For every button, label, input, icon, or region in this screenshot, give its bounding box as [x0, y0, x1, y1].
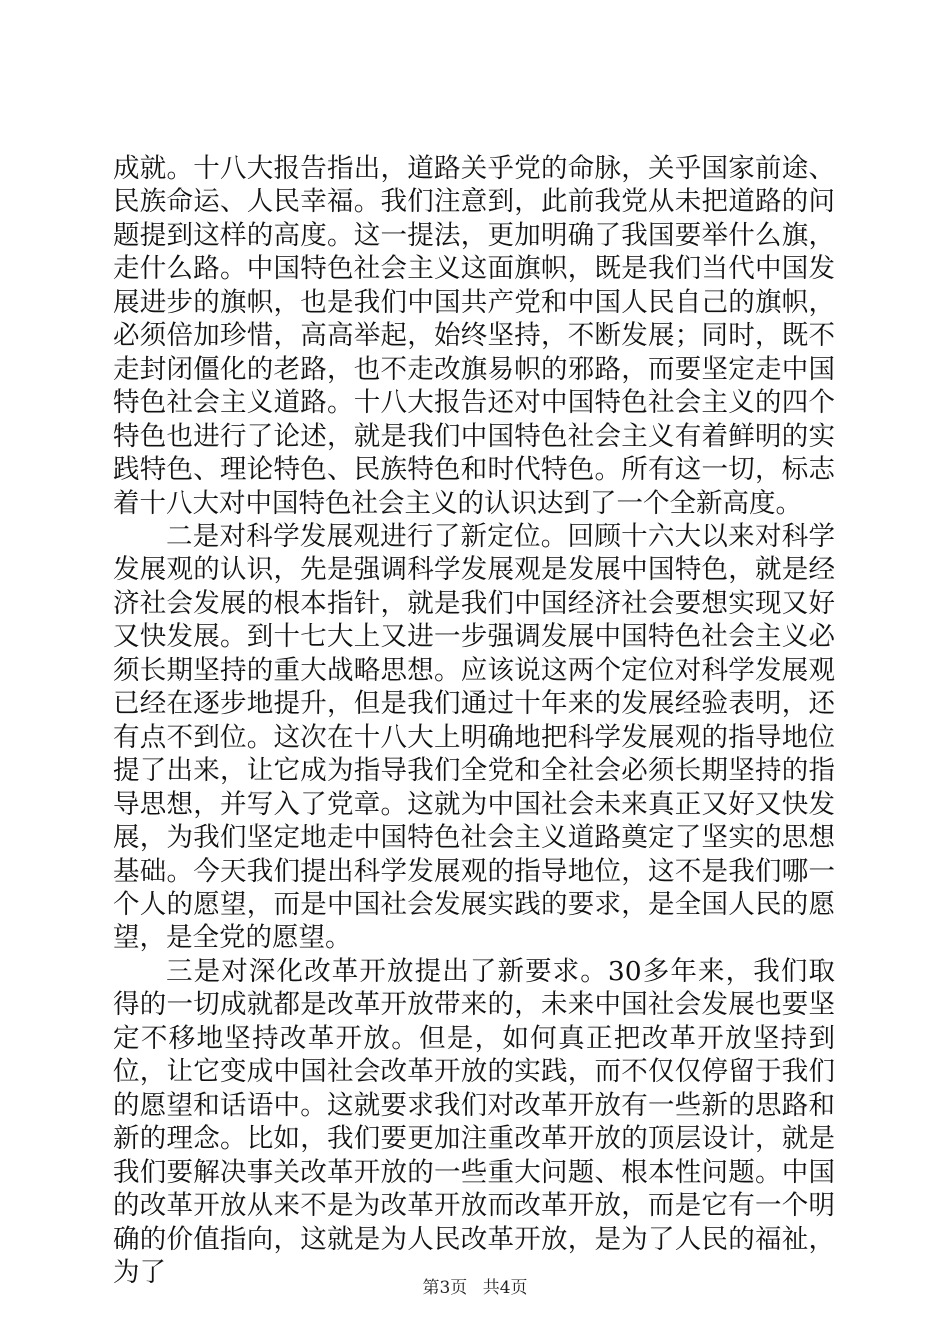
paragraph-3: 三是对深化改革开放提出了新要求。30多年来，我们取得的一切成就都是改革开放带来的，未来中国社会发展也要坚定不移地坚持改革开放。但是，如何真正把改革开放坚持到位，让它变成中国社会改革开放的实践，而不仅仅停留于我们的愿望和话语中。这就要求我们对改革开放有一些新的思路和新的理念。比如，我们要更加注重改革开放的顶层设计，就是我们要解决事关改革开放的一些重大问题、根本性问题。中国的改革开放从来不是为改革开放而改革开放，而是它有一个明确的价值指向，这就是为人民改革开放，是为了人民的福祉，为了	[113, 955, 835, 1288]
page-total: 共4页	[482, 1278, 528, 1298]
document-body	[113, 152, 835, 1289]
paragraph-1: 成就。十八大报告指出，道路关乎党的命脉，关乎国家前途、民族命运、人民幸福。我们注意到，此前我党从未把道路的问题提到这样的高度。这一提法，更加明确了我国要举什么旗，走什么路。中国特色社会主义这面旗帜，既是我们当代中国发展进步的旗帜，也是我们中国共产党和中国人民自己的旗帜，必须倍加珍惜，高高举起，始终坚持，不断发展；同时，既不走封闭僵化的老路，也不走改旗易帜的邪路，而要坚定走中国特色社会主义道路。十八大报告还对中国特色社会主义的四个特色也进行了论述，就是我们中国特色社会主义有着鲜明的实践特色、理论特色、民族特色和时代特色。所有这一切，标志着十八大对中国特色社会主义的认识达到了一个全新高度。	[113, 153, 835, 519]
page-footer	[0, 1273, 950, 1298]
page-number: 第3页	[422, 1278, 468, 1298]
paragraph-2: 二是对科学发展观进行了新定位。回顾十六大以来对科学发展观的认识，先是强调科学发展观是发展中国特色，就是经济社会发展的根本指针，就是我们中国经济社会要想实现又好又快发展。到十七大上又进一步强调发展中国特色社会主义必须长期坚持的重大战略思想。应该说这两个定位对科学发展观已经在逐步地提升，但是我们通过十年来的发展经验表明，还有点不到位。这次在十八大上明确地把科学发展观的指导地位提了出来，让它成为指导我们全党和全社会必须长期坚持的指导思想，并写入了党章。这就为中国社会未来真正又好又快发展，为我们坚定地走中国特色社会主义道路奠定了坚实的思想基础。今天我们提出科学发展观的指导地位，这不是我们哪一个人的愿望，而是中国社会发展实践的要求，是全国人民的愿望，是全党的愿望。	[113, 520, 835, 954]
